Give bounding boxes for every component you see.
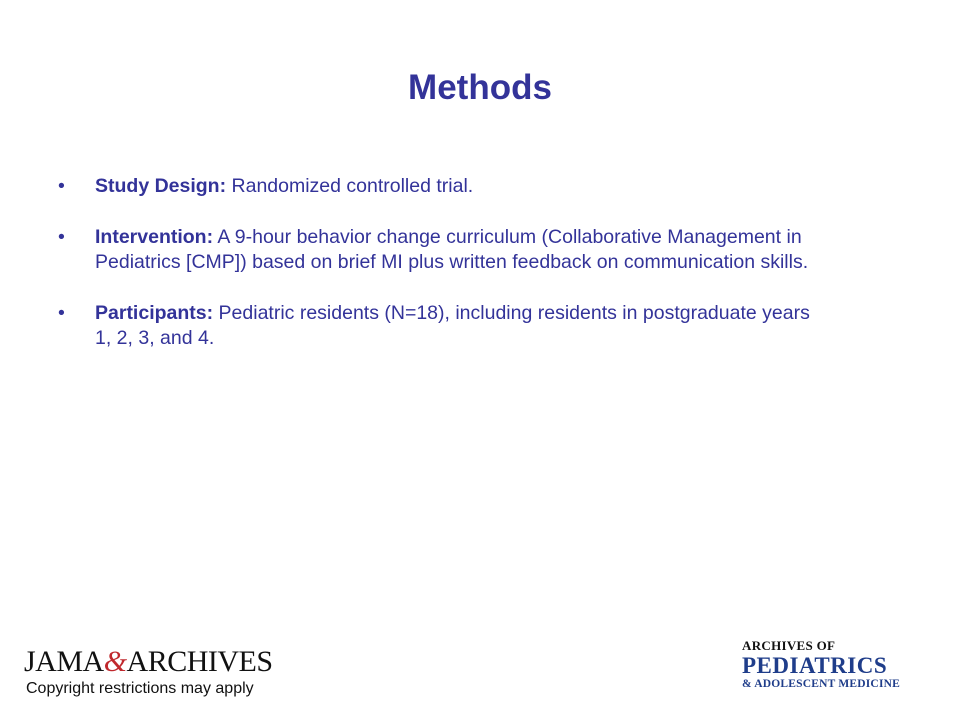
bullet-study-design (58, 174, 818, 199)
jama-logo-part2: ARCHIVES (126, 645, 273, 678)
bullet-marker: • (58, 226, 65, 248)
journal-logo-line2: PEDIATRICS (742, 653, 888, 678)
jama-logo-part1: JAMA (24, 645, 104, 678)
bullet-participants (58, 301, 818, 351)
journal-logo-line3: & ADOLESCENT MEDICINE (742, 678, 900, 690)
archives-pediatrics-logo (742, 638, 947, 690)
bullet-marker: • (58, 175, 65, 197)
journal-logo-line1: ARCHIVES OF (742, 638, 836, 653)
bullet-intervention (58, 225, 818, 275)
copyright-notice: Copyright restrictions may apply (26, 680, 254, 697)
bullet-label: Participants: (95, 302, 214, 324)
bullet-label: Study Design: (95, 175, 227, 197)
bullet-label: Intervention: (95, 226, 214, 248)
jama-logo-ampersand: & (103, 645, 127, 678)
bullet-text: Randomized controlled trial. (226, 175, 474, 197)
slide-title: Methods (408, 68, 552, 107)
bullet-text: Pediatric residents (N=18), including residents in postgraduate years 1, 2, 3, and 4. (95, 302, 810, 349)
bullet-text: A 9-hour behavior change curriculum (Collaborative Management in Pediatrics [CMP]) based on brief MI plus written feedback on communication skills. (95, 226, 809, 273)
jama-archives-logo (24, 645, 273, 679)
bullet-list (58, 174, 818, 377)
bullet-marker: • (58, 302, 65, 324)
